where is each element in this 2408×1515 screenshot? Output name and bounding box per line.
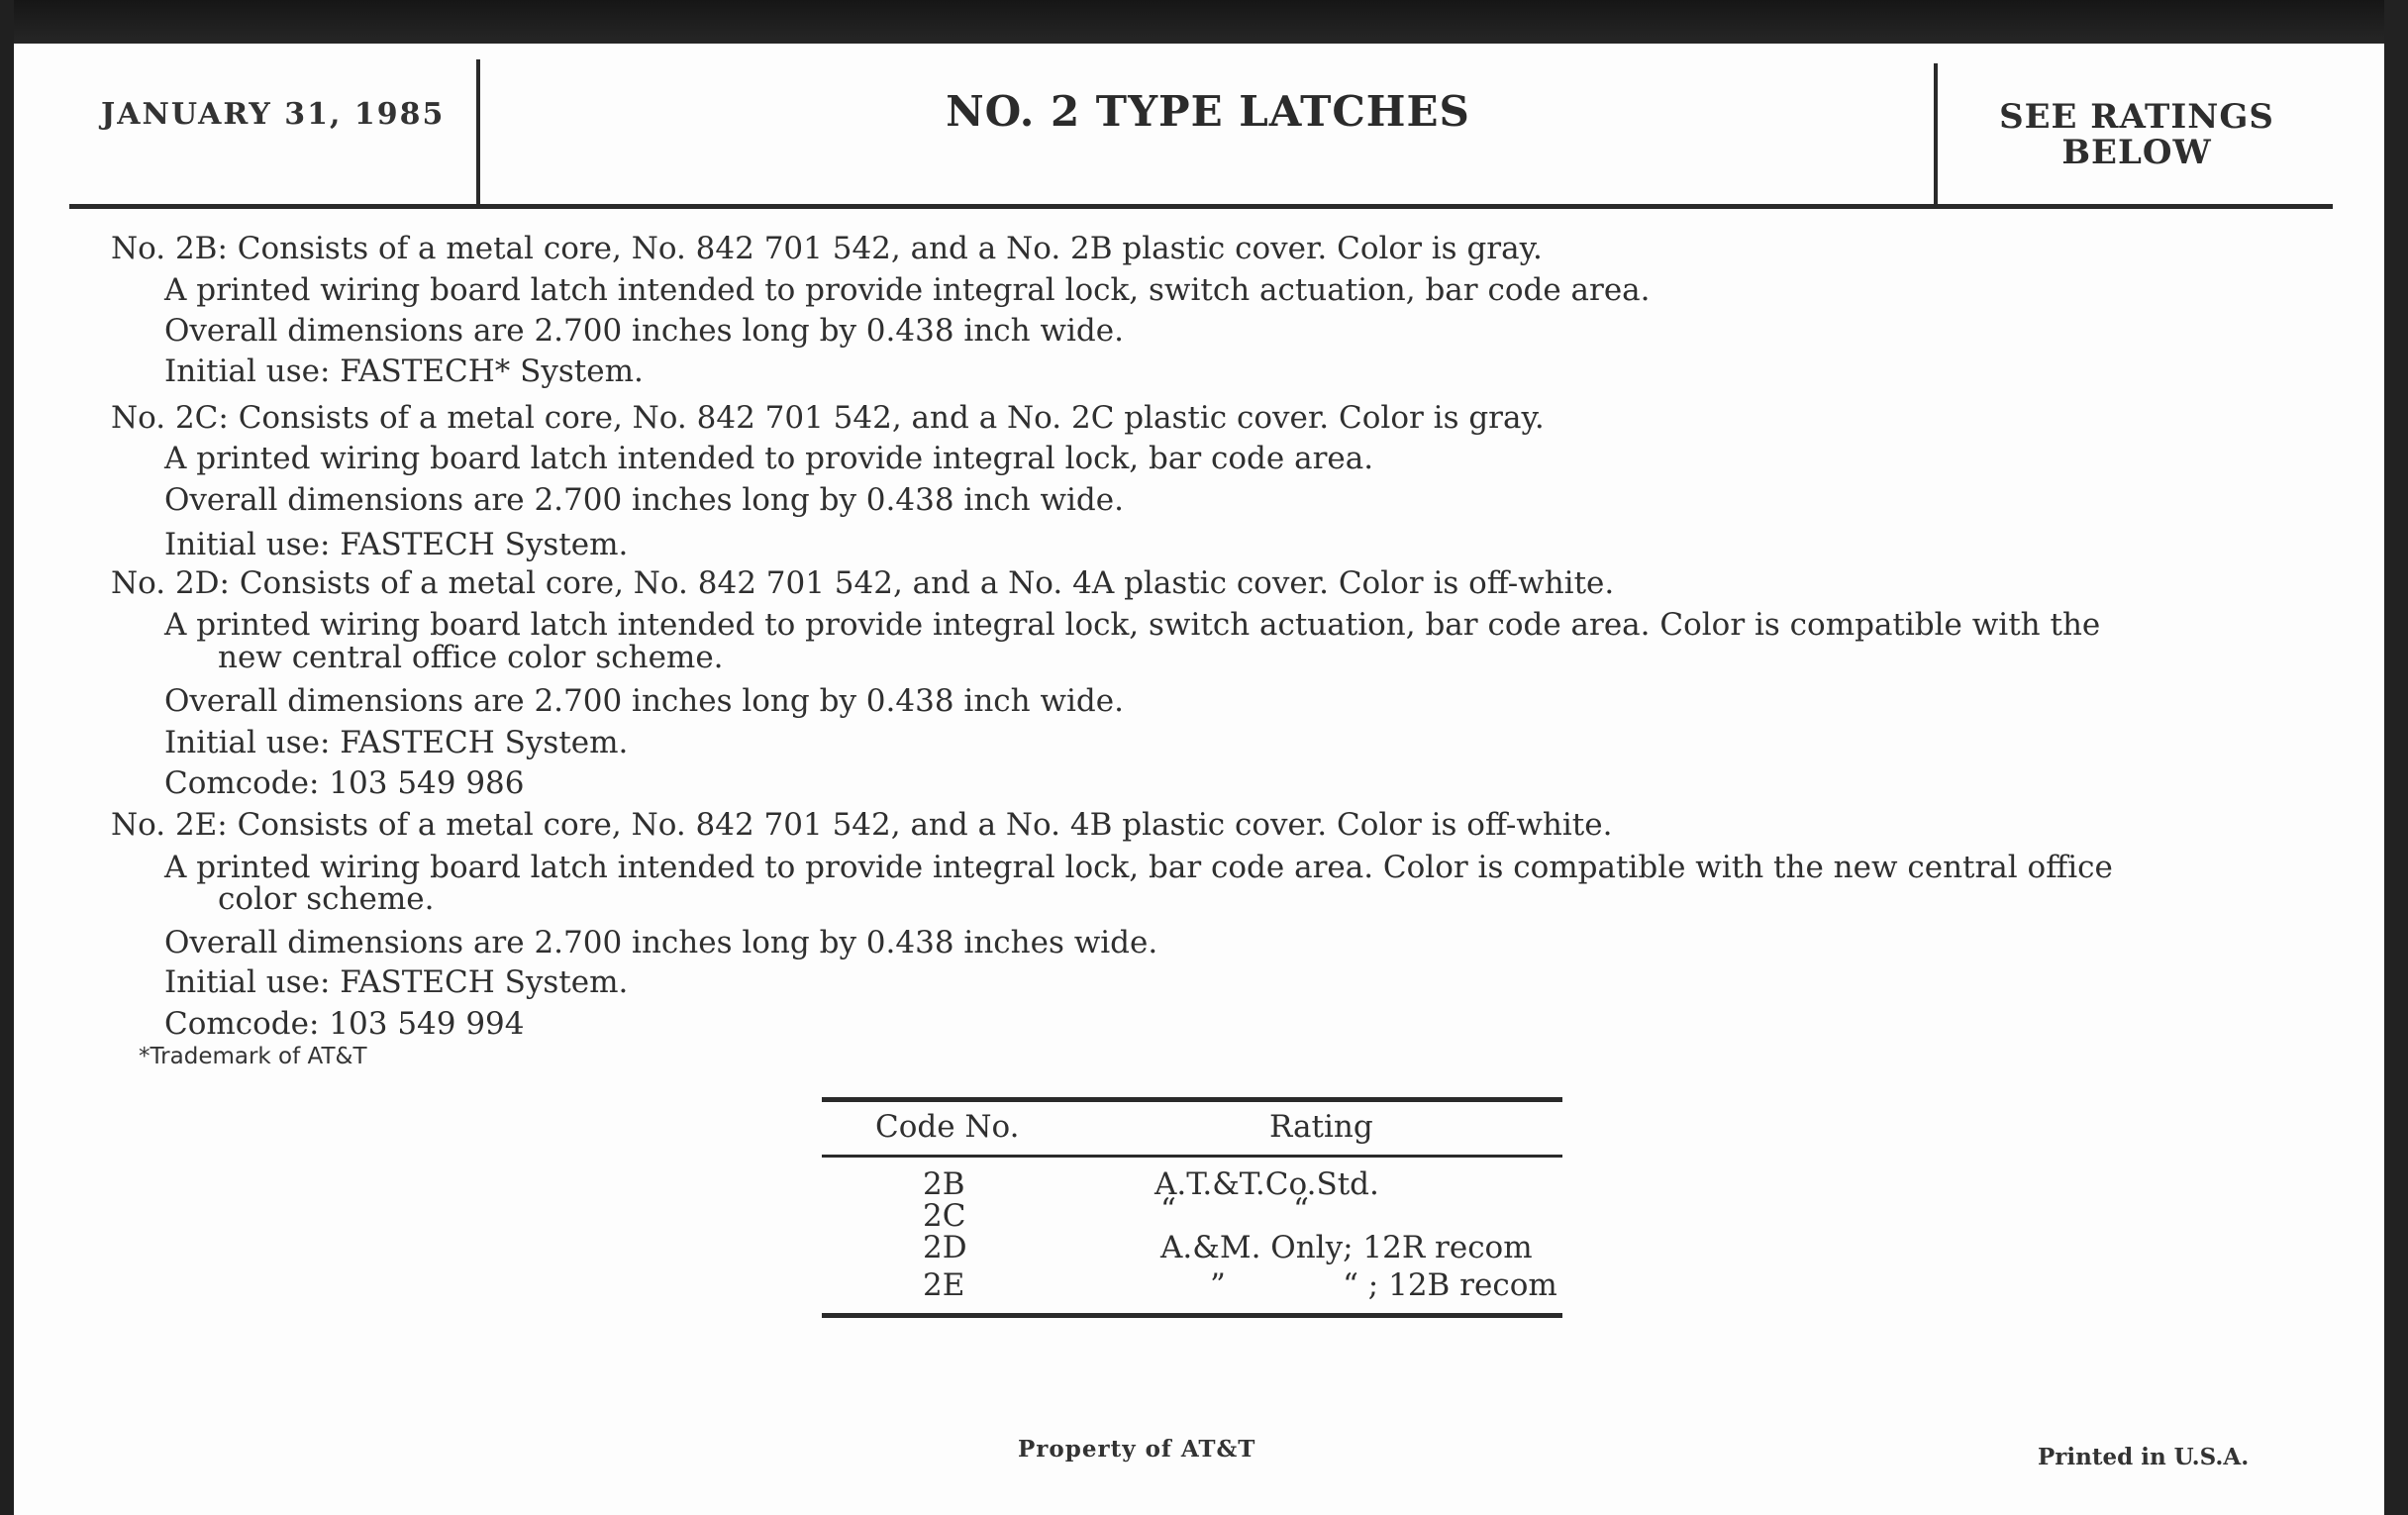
header-divider-left <box>476 59 480 204</box>
section-2e-description: A printed wiring board latch intended to provide integral lock, bar code area. Color is compatible with the new central office <box>164 850 2113 885</box>
page-title: NO. 2 TYPE LATCHES <box>946 87 1470 136</box>
ratings-note-line-2: BELOW <box>2061 133 2212 172</box>
ratings-note-line-1: SEE RATINGS <box>1999 97 2274 137</box>
section-2b-heading: No. 2B: Consists of a metal core, No. 842 701 542, and a No. 2B plastic cover. Color is gray. <box>111 231 1543 266</box>
section-2d-description-cont: new central office color scheme. <box>218 640 724 675</box>
table-header-code: Code No. <box>875 1109 1020 1145</box>
section-2b-initial-use: Initial use: FASTECH* System. <box>164 354 644 389</box>
table-row-2e-rating: ” “ ; 12B recom <box>1210 1267 1557 1303</box>
table-row-2e-code: 2E <box>923 1267 965 1303</box>
section-2d-comcode: Comcode: 103 549 986 <box>164 765 525 801</box>
table-bottom-rule <box>822 1313 1562 1318</box>
section-2b-description: A printed wiring board latch intended to provide integral lock, switch actuation, bar code area. <box>164 272 1651 308</box>
ratings-note <box>1939 99 2335 170</box>
section-2d-heading: No. 2D: Consists of a metal core, No. 842 701 542, and a No. 4A plastic cover. Color is off-white. <box>111 565 1615 601</box>
section-2d-initial-use: Initial use: FASTECH System. <box>164 725 629 760</box>
section-2d-dimensions: Overall dimensions are 2.700 inches long by 0.438 inch wide. <box>164 683 1124 719</box>
section-2c-dimensions: Overall dimensions are 2.700 inches long by 0.438 inch wide. <box>164 482 1124 518</box>
table-row-2c-code: 2C <box>923 1198 966 1234</box>
header-rule <box>69 204 2333 209</box>
section-2e-comcode: Comcode: 103 549 994 <box>164 1006 525 1042</box>
table-row-2b-code: 2B <box>923 1166 965 1202</box>
table-row-2b-rating: A.T.&T.Co.Std. <box>1154 1166 1379 1202</box>
section-2e-initial-use: Initial use: FASTECH System. <box>164 964 629 1000</box>
table-header-rule <box>822 1155 1562 1158</box>
section-2e-dimensions: Overall dimensions are 2.700 inches long by 0.438 inches wide. <box>164 925 1158 960</box>
table-row-2d-code: 2D <box>923 1230 967 1265</box>
table-row-2d-rating: A.&M. Only; 12R recom <box>1160 1230 1533 1265</box>
section-2c-description: A printed wiring board latch intended to provide integral lock, bar code area. <box>164 441 1374 476</box>
scan-right-edge <box>2384 0 2408 1515</box>
footer-printed-note: Printed in U.S.A. <box>2038 1444 2250 1470</box>
section-2c-initial-use: Initial use: FASTECH System. <box>164 527 629 562</box>
scan-left-edge <box>0 0 14 1515</box>
issue-date: JANUARY 31, 1985 <box>101 97 446 132</box>
section-2e-heading: No. 2E: Consists of a metal core, No. 842 701 542, and a No. 4B plastic cover. Color is off-white. <box>111 807 1613 843</box>
section-2c-heading: No. 2C: Consists of a metal core, No. 842 701 542, and a No. 2C plastic cover. Color is gray. <box>111 400 1545 436</box>
footer-property-note: Property of AT&T <box>1018 1436 1256 1463</box>
section-2b-dimensions: Overall dimensions are 2.700 inches long by 0.438 inch wide. <box>164 313 1124 349</box>
trademark-footnote: *Trademark of AT&T <box>139 1044 367 1069</box>
header-divider-right <box>1934 63 1938 204</box>
table-row-2c-rating: “ “ <box>1160 1192 1309 1228</box>
section-2d-description: A printed wiring board latch intended to provide integral lock, switch actuation, bar code area. Color is compatible with the <box>164 607 2101 643</box>
table-top-rule <box>822 1097 1562 1102</box>
scan-top-band <box>0 0 2408 44</box>
table-header-rating: Rating <box>1269 1109 1373 1145</box>
section-2e-description-cont: color scheme. <box>218 881 435 917</box>
